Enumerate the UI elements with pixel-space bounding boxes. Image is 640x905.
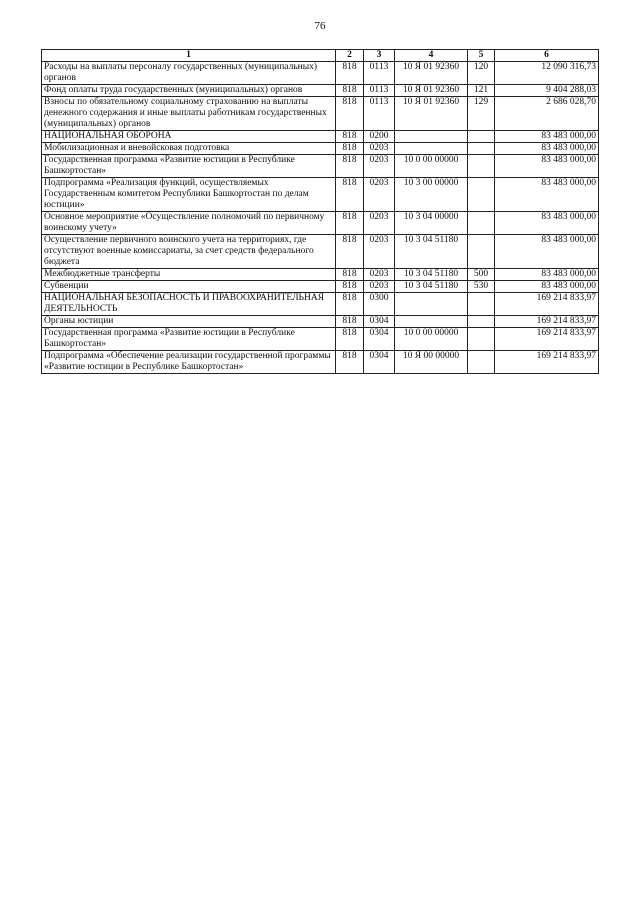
table-row [42, 351, 599, 374]
row-name: Подпрограмма «Реализация функций, осуществляемых Государственным комитетом Республики Башкортостан по делам юстиции» [42, 178, 336, 212]
row-amount: 83 483 000,00 [495, 143, 599, 155]
table-row [42, 62, 599, 85]
row-col-4: 10 3 04 51180 [395, 269, 468, 281]
row-amount: 169 214 833,97 [495, 293, 599, 316]
row-col-5: 530 [468, 281, 495, 293]
row-col-3: 0113 [364, 85, 395, 97]
row-col-2: 818 [336, 143, 364, 155]
table-row [42, 178, 599, 212]
table-row [42, 269, 599, 281]
row-col-3: 0304 [364, 351, 395, 374]
row-col-2: 818 [336, 131, 364, 143]
header-col-4: 4 [395, 50, 468, 62]
row-col-5: 121 [468, 85, 495, 97]
header-col-6: 6 [495, 50, 599, 62]
row-col-3: 0113 [364, 62, 395, 85]
row-col-2: 818 [336, 328, 364, 351]
table-row [42, 212, 599, 235]
row-col-2: 818 [336, 316, 364, 328]
row-name: НАЦИОНАЛЬНАЯ ОБОРОНА [42, 131, 336, 143]
row-col-4: 10 Я 01 92360 [395, 85, 468, 97]
row-col-5 [468, 316, 495, 328]
row-name: Субвенции [42, 281, 336, 293]
row-col-5 [468, 143, 495, 155]
table-row [42, 85, 599, 97]
row-name: Основное мероприятие «Осуществление полномочий по первичному воинскому учету» [42, 212, 336, 235]
row-name: Взносы по обязательному социальному страхованию на выплаты денежного содержания и иные выплаты работникам государственных (муниципальных) органов [42, 97, 336, 131]
row-col-2: 818 [336, 85, 364, 97]
row-col-4: 10 Я 01 92360 [395, 62, 468, 85]
row-col-3: 0300 [364, 293, 395, 316]
row-col-4: 10 3 04 00000 [395, 212, 468, 235]
row-col-3: 0200 [364, 131, 395, 143]
row-col-2: 818 [336, 351, 364, 374]
row-col-2: 818 [336, 269, 364, 281]
row-col-3: 0203 [364, 178, 395, 212]
row-col-4: 10 3 04 51180 [395, 235, 468, 269]
header-col-2: 2 [336, 50, 364, 62]
row-col-2: 818 [336, 281, 364, 293]
table-header-row [42, 50, 599, 62]
row-col-2: 818 [336, 97, 364, 131]
table-row [42, 235, 599, 269]
row-col-5 [468, 235, 495, 269]
row-col-5 [468, 328, 495, 351]
table-row [42, 316, 599, 328]
row-col-3: 0203 [364, 143, 395, 155]
row-name: Подпрограмма «Обеспечение реализации государственной программы «Развитие юстиции в Республике Башкортостан» [42, 351, 336, 374]
row-col-4: 10 3 00 00000 [395, 178, 468, 212]
row-name: Мобилизационная и вневойсковая подготовка [42, 143, 336, 155]
row-col-5 [468, 131, 495, 143]
row-name: Осуществление первичного воинского учета на территориях, где отсутствуют военные комиссариаты, за счет средств федерального бюджета [42, 235, 336, 269]
table-row [42, 131, 599, 143]
row-col-2: 818 [336, 155, 364, 178]
row-col-3: 0304 [364, 328, 395, 351]
row-col-3: 0203 [364, 235, 395, 269]
row-col-2: 818 [336, 293, 364, 316]
row-amount: 83 483 000,00 [495, 269, 599, 281]
row-col-4: 10 0 00 00000 [395, 155, 468, 178]
row-amount: 83 483 000,00 [495, 281, 599, 293]
row-col-5 [468, 351, 495, 374]
row-col-3: 0203 [364, 155, 395, 178]
row-amount: 83 483 000,00 [495, 178, 599, 212]
table-row [42, 97, 599, 131]
row-col-4 [395, 316, 468, 328]
table-row [42, 143, 599, 155]
budget-table [41, 49, 599, 374]
table-row [42, 328, 599, 351]
row-col-5 [468, 155, 495, 178]
table-row [42, 155, 599, 178]
header-col-5: 5 [468, 50, 495, 62]
row-col-3: 0203 [364, 269, 395, 281]
row-name: НАЦИОНАЛЬНАЯ БЕЗОПАСНОСТЬ И ПРАВООХРАНИТЕЛЬНАЯ ДЕЯТЕЛЬНОСТЬ [42, 293, 336, 316]
row-amount: 83 483 000,00 [495, 212, 599, 235]
row-col-4 [395, 293, 468, 316]
row-col-2: 818 [336, 212, 364, 235]
row-col-5 [468, 293, 495, 316]
table-row [42, 281, 599, 293]
row-col-5: 120 [468, 62, 495, 85]
row-name: Расходы на выплаты персоналу государственных (муниципальных) органов [42, 62, 336, 85]
row-amount: 9 404 288,03 [495, 85, 599, 97]
row-col-2: 818 [336, 178, 364, 212]
row-amount: 12 090 316,73 [495, 62, 599, 85]
row-amount: 83 483 000,00 [495, 235, 599, 269]
row-name: Органы юстиции [42, 316, 336, 328]
row-col-2: 818 [336, 62, 364, 85]
row-name: Межбюджетные трансферты [42, 269, 336, 281]
row-col-3: 0304 [364, 316, 395, 328]
row-amount: 169 214 833,97 [495, 351, 599, 374]
row-col-4: 10 3 04 51180 [395, 281, 468, 293]
row-col-4: 10 Я 01 92360 [395, 97, 468, 131]
row-name: Государственная программа «Развитие юстиции в Республике Башкортостан» [42, 328, 336, 351]
table-row [42, 293, 599, 316]
row-col-5: 500 [468, 269, 495, 281]
row-col-5 [468, 212, 495, 235]
row-amount: 169 214 833,97 [495, 328, 599, 351]
row-col-5: 129 [468, 97, 495, 131]
page-number: 76 [314, 20, 326, 32]
row-col-4: 10 0 00 00000 [395, 328, 468, 351]
row-col-4 [395, 131, 468, 143]
row-name: Государственная программа «Развитие юстиции в Республике Башкортостан» [42, 155, 336, 178]
row-amount: 83 483 000,00 [495, 155, 599, 178]
row-col-3: 0203 [364, 212, 395, 235]
row-amount: 83 483 000,00 [495, 131, 599, 143]
row-col-3: 0113 [364, 97, 395, 131]
row-amount: 169 214 833,97 [495, 316, 599, 328]
table-body [42, 62, 599, 374]
header-col-3: 3 [364, 50, 395, 62]
row-col-4: 10 Я 00 00000 [395, 351, 468, 374]
row-col-2: 818 [336, 235, 364, 269]
header-col-1: 1 [42, 50, 336, 62]
row-amount: 2 686 028,70 [495, 97, 599, 131]
row-col-4 [395, 143, 468, 155]
row-name: Фонд оплаты труда государственных (муниципальных) органов [42, 85, 336, 97]
row-col-5 [468, 178, 495, 212]
row-col-3: 0203 [364, 281, 395, 293]
